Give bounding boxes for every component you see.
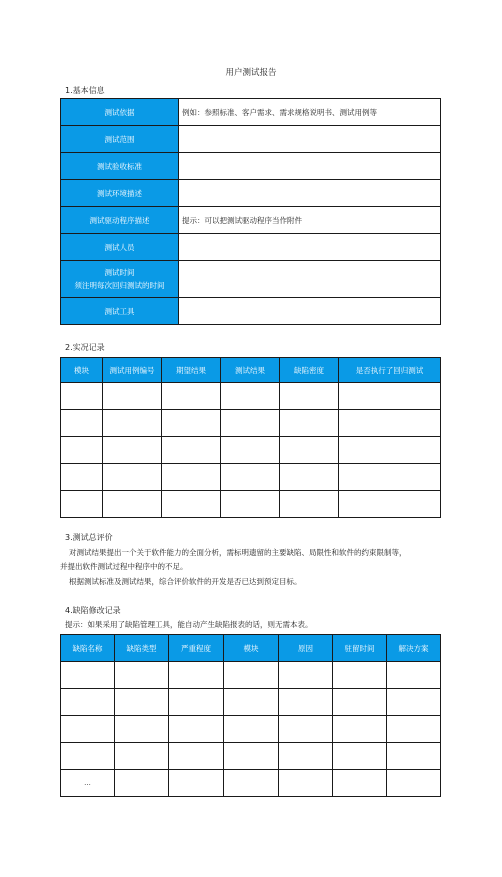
defects-table	[60, 634, 441, 797]
table-cell[interactable]	[279, 662, 333, 689]
table-cell[interactable]	[61, 491, 103, 518]
table-cell[interactable]	[169, 770, 224, 797]
table-cell[interactable]	[221, 383, 280, 410]
evaluation-paragraph-line: 根据测试标准及测试结果，综合评价软件的开发是否已达到预定目标。	[69, 577, 302, 586]
table-row	[61, 383, 441, 410]
table-cell[interactable]	[339, 491, 441, 518]
table-cell[interactable]	[61, 716, 115, 743]
table-row	[61, 180, 441, 207]
table-cell[interactable]	[221, 491, 280, 518]
row-label: 测试人员	[61, 234, 179, 261]
table-cell[interactable]	[115, 662, 169, 689]
table-cell[interactable]	[333, 689, 387, 716]
table-row	[61, 662, 441, 689]
table-row	[61, 743, 441, 770]
table-cell[interactable]	[103, 464, 162, 491]
table-cell[interactable]	[221, 410, 280, 437]
table-cell[interactable]	[279, 689, 333, 716]
column-header: 解决方案	[387, 635, 441, 662]
column-header: 缺陷密度	[280, 358, 339, 383]
table-cell[interactable]	[387, 689, 441, 716]
table-row	[61, 689, 441, 716]
table-cell[interactable]	[169, 743, 224, 770]
table-cell[interactable]	[224, 743, 279, 770]
row-label: 测试验收标准	[61, 153, 179, 180]
table-cell[interactable]	[224, 716, 279, 743]
row-value[interactable]	[179, 126, 441, 153]
evaluation-paragraph-line: 对测试结果提出一个关于软件能力的全面分析，需标明遗留的主要缺陷、局限性和软件的约束限制等，	[69, 548, 407, 557]
table-row	[61, 464, 441, 491]
table-cell[interactable]	[221, 437, 280, 464]
row-value[interactable]	[179, 298, 441, 325]
row-label: 测试工具	[61, 298, 179, 325]
defects-hint: 提示：如果采用了缺陷管理工具，能自动产生缺陷报表的话，则无需本表。	[65, 620, 313, 629]
row-label-line: 测试时间	[104, 268, 135, 277]
column-header: 期望结果	[162, 358, 221, 383]
table-cell[interactable]	[61, 437, 103, 464]
row-label-line: 须注明每次回归测试的时间	[74, 281, 165, 290]
table-cell[interactable]	[103, 410, 162, 437]
table-cell[interactable]	[169, 662, 224, 689]
table-cell[interactable]	[221, 464, 280, 491]
table-row	[61, 99, 441, 126]
column-header: 原因	[279, 635, 333, 662]
section-heading-basic-info: 1.基本信息	[65, 86, 105, 95]
column-header: 测试用例编号	[103, 358, 162, 383]
table-cell[interactable]	[61, 410, 103, 437]
table-cell-ellipsis[interactable]: ...	[61, 770, 115, 797]
table-row	[61, 716, 441, 743]
table-cell[interactable]	[115, 689, 169, 716]
table-header-row	[61, 358, 441, 383]
page-title: 用户测试报告	[225, 68, 277, 78]
table-cell[interactable]	[224, 662, 279, 689]
table-cell[interactable]	[169, 689, 224, 716]
table-cell[interactable]	[115, 743, 169, 770]
row-value[interactable]	[179, 180, 441, 207]
table-cell[interactable]	[339, 437, 441, 464]
records-table	[60, 357, 441, 518]
table-header-row	[61, 635, 441, 662]
table-cell[interactable]	[103, 491, 162, 518]
row-value[interactable]	[179, 234, 441, 261]
row-label: 测试范围	[61, 126, 179, 153]
table-cell[interactable]	[387, 662, 441, 689]
table-cell[interactable]	[61, 662, 115, 689]
table-cell[interactable]	[103, 437, 162, 464]
table-row	[61, 153, 441, 180]
table-cell[interactable]	[115, 716, 169, 743]
table-cell[interactable]	[61, 743, 115, 770]
table-row	[61, 207, 441, 234]
table-cell[interactable]	[169, 716, 224, 743]
row-value[interactable]	[179, 261, 441, 298]
table-row	[61, 126, 441, 153]
column-header: 是否执行了回归测试	[339, 358, 441, 383]
table-cell[interactable]	[387, 716, 441, 743]
table-cell[interactable]	[162, 437, 221, 464]
table-cell[interactable]	[115, 770, 169, 797]
column-header: 缺陷名称	[61, 635, 115, 662]
column-header: 缺陷类型	[115, 635, 169, 662]
column-header: 测试结果	[221, 358, 280, 383]
table-cell[interactable]	[279, 716, 333, 743]
row-value[interactable]	[179, 153, 441, 180]
table-cell[interactable]	[280, 410, 339, 437]
table-cell[interactable]	[279, 770, 333, 797]
table-row	[61, 770, 441, 797]
table-cell[interactable]	[333, 716, 387, 743]
table-cell[interactable]	[339, 410, 441, 437]
row-value[interactable]: 提示：可以把测试驱动程序当作附件	[179, 207, 441, 234]
table-cell[interactable]	[387, 743, 441, 770]
table-cell[interactable]	[61, 383, 103, 410]
row-label	[61, 261, 179, 298]
row-label: 测试依据	[61, 99, 179, 126]
row-value[interactable]: 例如：参照标准、客户需求、需求规格说明书、测试用例等	[179, 99, 441, 126]
table-cell[interactable]	[280, 437, 339, 464]
table-cell[interactable]	[339, 383, 441, 410]
table-cell[interactable]	[387, 770, 441, 797]
table-cell[interactable]	[279, 743, 333, 770]
table-cell[interactable]	[224, 770, 279, 797]
column-header: 模块	[61, 358, 103, 383]
section-heading-evaluation: 3.测试总评价	[65, 533, 113, 542]
section-heading-records: 2.实况记录	[65, 343, 105, 352]
row-label: 测试环境描述	[61, 180, 179, 207]
table-cell[interactable]	[339, 464, 441, 491]
table-cell[interactable]	[280, 383, 339, 410]
table-row	[61, 261, 441, 298]
table-cell[interactable]	[103, 383, 162, 410]
table-cell[interactable]	[280, 491, 339, 518]
column-header: 严重程度	[169, 635, 224, 662]
table-cell[interactable]	[61, 689, 115, 716]
table-row	[61, 491, 441, 518]
evaluation-paragraph-line: 并提出软件测试过程中程序中的不足。	[60, 562, 188, 571]
table-cell[interactable]	[61, 464, 103, 491]
row-label: 测试驱动程序描述	[61, 207, 179, 234]
column-header: 驻留时间	[333, 635, 387, 662]
column-header: 模块	[224, 635, 279, 662]
table-row	[61, 437, 441, 464]
section-heading-defects: 4.缺陷修改记录	[65, 606, 121, 615]
table-cell[interactable]	[333, 743, 387, 770]
table-cell[interactable]	[162, 383, 221, 410]
table-cell[interactable]	[224, 689, 279, 716]
table-cell[interactable]	[333, 662, 387, 689]
table-cell[interactable]	[333, 770, 387, 797]
table-row	[61, 410, 441, 437]
table-cell[interactable]	[162, 410, 221, 437]
basic-info-table	[60, 98, 441, 325]
table-row	[61, 298, 441, 325]
table-row	[61, 234, 441, 261]
table-cell[interactable]	[162, 464, 221, 491]
table-cell[interactable]	[162, 491, 221, 518]
table-cell[interactable]	[280, 464, 339, 491]
